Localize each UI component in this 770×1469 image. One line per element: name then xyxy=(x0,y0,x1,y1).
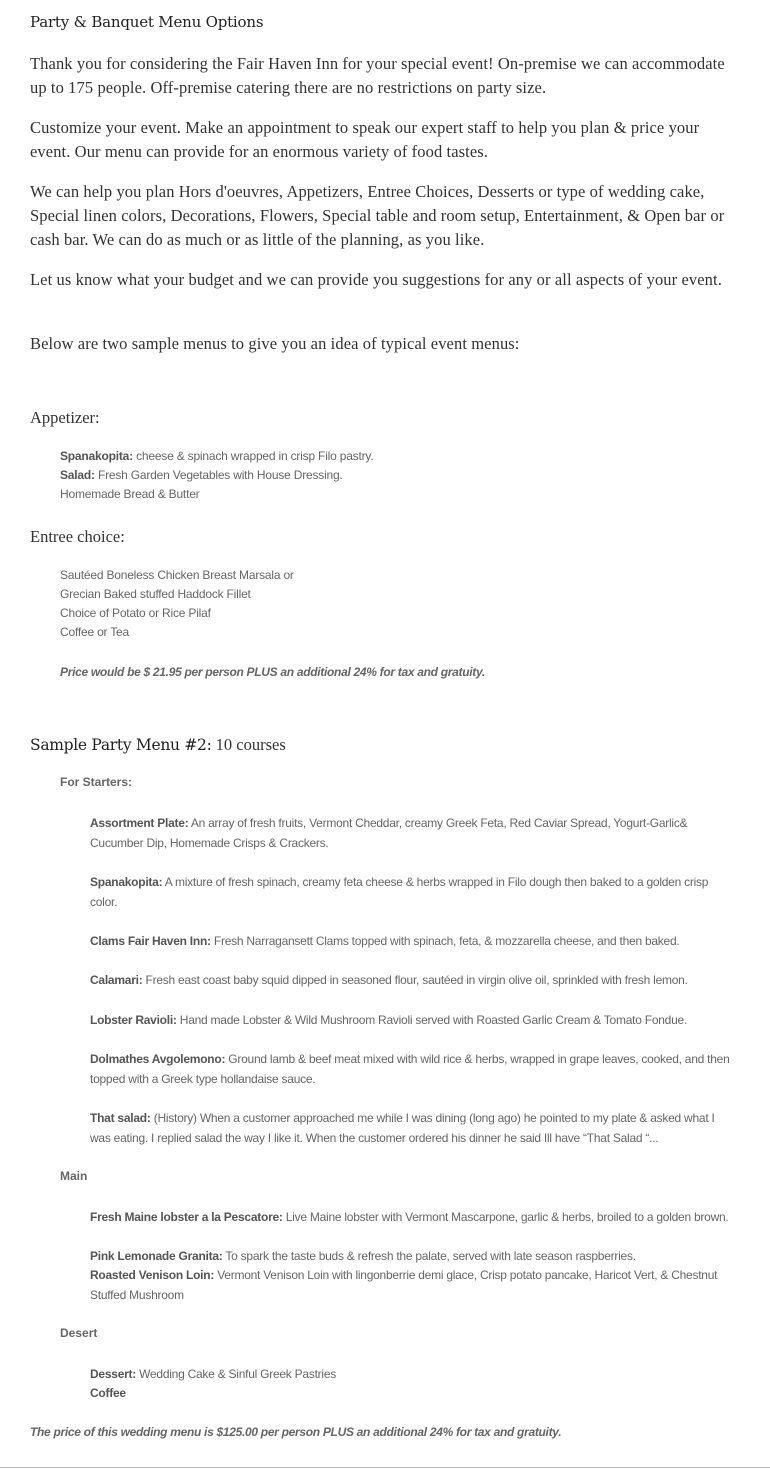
appetizer-heading: Appetizer: xyxy=(30,408,100,427)
dish-desc: Wedding Cake & Sinful Greek Pastries xyxy=(136,1367,336,1381)
intro-paragraph-2: Customize your event. Make an appointment to speak our expert staff to help you plan & price your event. Our menu can provide for an enormous variety of food tastes. xyxy=(30,118,700,161)
appetizer-item xyxy=(60,447,373,466)
dish-desc: An array of fresh fruits, Vermont Cheddar, creamy Greek Feta, Red Caviar Spread, Yogurt-Garlic& Cucumber Dip, Homemade Crisps & Crackers. xyxy=(90,816,688,850)
intro-paragraph-1: Thank you for considering the Fair Haven Inn for your special event! On-premise we can accommodate up to 175 people. Off-premise catering there are no restrictions on party size. xyxy=(30,54,725,97)
desert-heading: Desert xyxy=(60,1326,98,1340)
appetizer-item-name: Salad: xyxy=(60,468,95,482)
dish-name: Clams Fair Haven Inn: xyxy=(90,934,211,948)
starters-heading: For Starters: xyxy=(60,775,133,789)
entree-item: Grecian Baked stuffed Haddock Fillet xyxy=(60,587,251,601)
entree-heading: Entree choice: xyxy=(30,527,125,546)
appetizer-item-desc: Homemade Bread & Butter xyxy=(60,487,200,501)
starter-dish xyxy=(90,873,735,912)
dish-name: Dolmathes Avgolemono: xyxy=(90,1052,226,1066)
desert-dish xyxy=(90,1365,735,1385)
dish-desc: Ground lamb & beef meat mixed with wild rice & herbs, wrapped in grape leaves, cooked, and then topped with a Greek type hollandaise sauce. xyxy=(90,1052,730,1086)
starter-dish xyxy=(90,1109,735,1148)
dish-desc: (History) When a customer approached me while I was dining (long ago) he pointed to my plate & asked what I was eating. I replied salad the way I like it. When the customer ordered his dinner he said Ill have “That Salad “... xyxy=(90,1111,715,1145)
dish-name: Dessert: xyxy=(90,1367,137,1381)
desert-dish xyxy=(90,1384,735,1404)
intro-paragraph-3: We can help you plan Hors d'oeuvres, Appetizers, Entree Choices, Desserts or type of wedding cake, Special linen colors, Decorations, Flowers, Special table and room setup, Entertainment, & Open bar or cash bar. We can do as much or as little of the planning, as you like. xyxy=(30,182,725,249)
appetizer-item xyxy=(60,485,199,504)
dish-desc: Live Maine lobster with Vermont Mascarpone, garlic & herbs, broiled to a golden brown. xyxy=(282,1210,729,1224)
dish-name: That salad: xyxy=(90,1111,151,1125)
bottom-divider xyxy=(0,1467,770,1468)
starter-dish xyxy=(90,971,735,991)
dish-name: Coffee xyxy=(90,1386,126,1400)
appetizer-item xyxy=(60,466,343,485)
menu2-title xyxy=(30,735,286,755)
dish-desc: A mixture of fresh spinach, creamy feta cheese & herbs wrapped in Filo dough then baked to a golden crisp color. xyxy=(90,875,709,909)
dish-name: Calamari: xyxy=(90,973,143,987)
dish-name: Lobster Ravioli: xyxy=(90,1013,177,1027)
intro-paragraph-5: Below are two sample menus to give you an idea of typical event menus: xyxy=(30,334,520,353)
dish-name: Pink Lemonade Granita: xyxy=(90,1249,223,1263)
appetizer-item-desc: cheese & spinach wrapped in crisp Filo pastry. xyxy=(132,449,374,463)
main-dish xyxy=(90,1266,735,1305)
starter-dish xyxy=(90,1050,735,1089)
dish-name: Assortment Plate: xyxy=(90,816,189,830)
intro-paragraph-4: Let us know what your budget and we can provide you suggestions for any or all aspects of your event. xyxy=(30,270,722,289)
starter-dish xyxy=(90,814,735,853)
dish-desc: Fresh Narragansett Clams topped with spinach, feta, & mozzarella cheese, and then baked. xyxy=(210,934,680,948)
menu2-price: The price of this wedding menu is $125.00 per person PLUS an additional 24% for tax and gratuity. xyxy=(30,1425,562,1439)
starter-dish xyxy=(90,1011,735,1031)
main-heading: Main xyxy=(60,1169,88,1183)
entree-item: Choice of Potato or Rice Pilaf xyxy=(60,606,211,620)
menu2-courses: 10 courses xyxy=(211,735,286,754)
page-title: Party & Banquet Menu Options xyxy=(30,13,264,31)
dish-name: Spanakopita: xyxy=(90,875,163,889)
dish-name: Roasted Venison Loin: xyxy=(90,1268,215,1282)
dish-desc: To spark the taste buds & refresh the palate, served with late season raspberries. xyxy=(222,1249,636,1263)
starter-dish xyxy=(90,932,735,952)
menu1-price: Price would be $ 21.95 per person PLUS an additional 24% for tax and gratuity. xyxy=(60,665,485,679)
menu2-title-label: Sample Party Menu #2: xyxy=(30,736,212,754)
appetizer-item-name: Spanakopita: xyxy=(60,449,133,463)
entree-item: Sautéed Boneless Chicken Breast Marsala or xyxy=(60,568,294,582)
dish-desc: Hand made Lobster & Wild Mushroom Ravioli served with Roasted Garlic Cream & Tomato Fondue. xyxy=(176,1013,688,1027)
entree-item: Coffee or Tea xyxy=(60,625,130,639)
main-dish xyxy=(90,1208,735,1228)
dish-desc: Vermont Venison Loin with lingonberrie demi glace, Crisp potato pancake, Haricot Vert, & Chestnut Stuffed Mushroom xyxy=(90,1268,718,1302)
main-dish xyxy=(90,1247,735,1267)
dish-name: Fresh Maine lobster a la Pescatore: xyxy=(90,1210,283,1224)
appetizer-item-desc: Fresh Garden Vegetables with House Dressing. xyxy=(94,468,343,482)
dish-desc: Fresh east coast baby squid dipped in seasoned flour, sautéed in virgin olive oil, sprinkled with fresh lemon. xyxy=(142,973,688,987)
